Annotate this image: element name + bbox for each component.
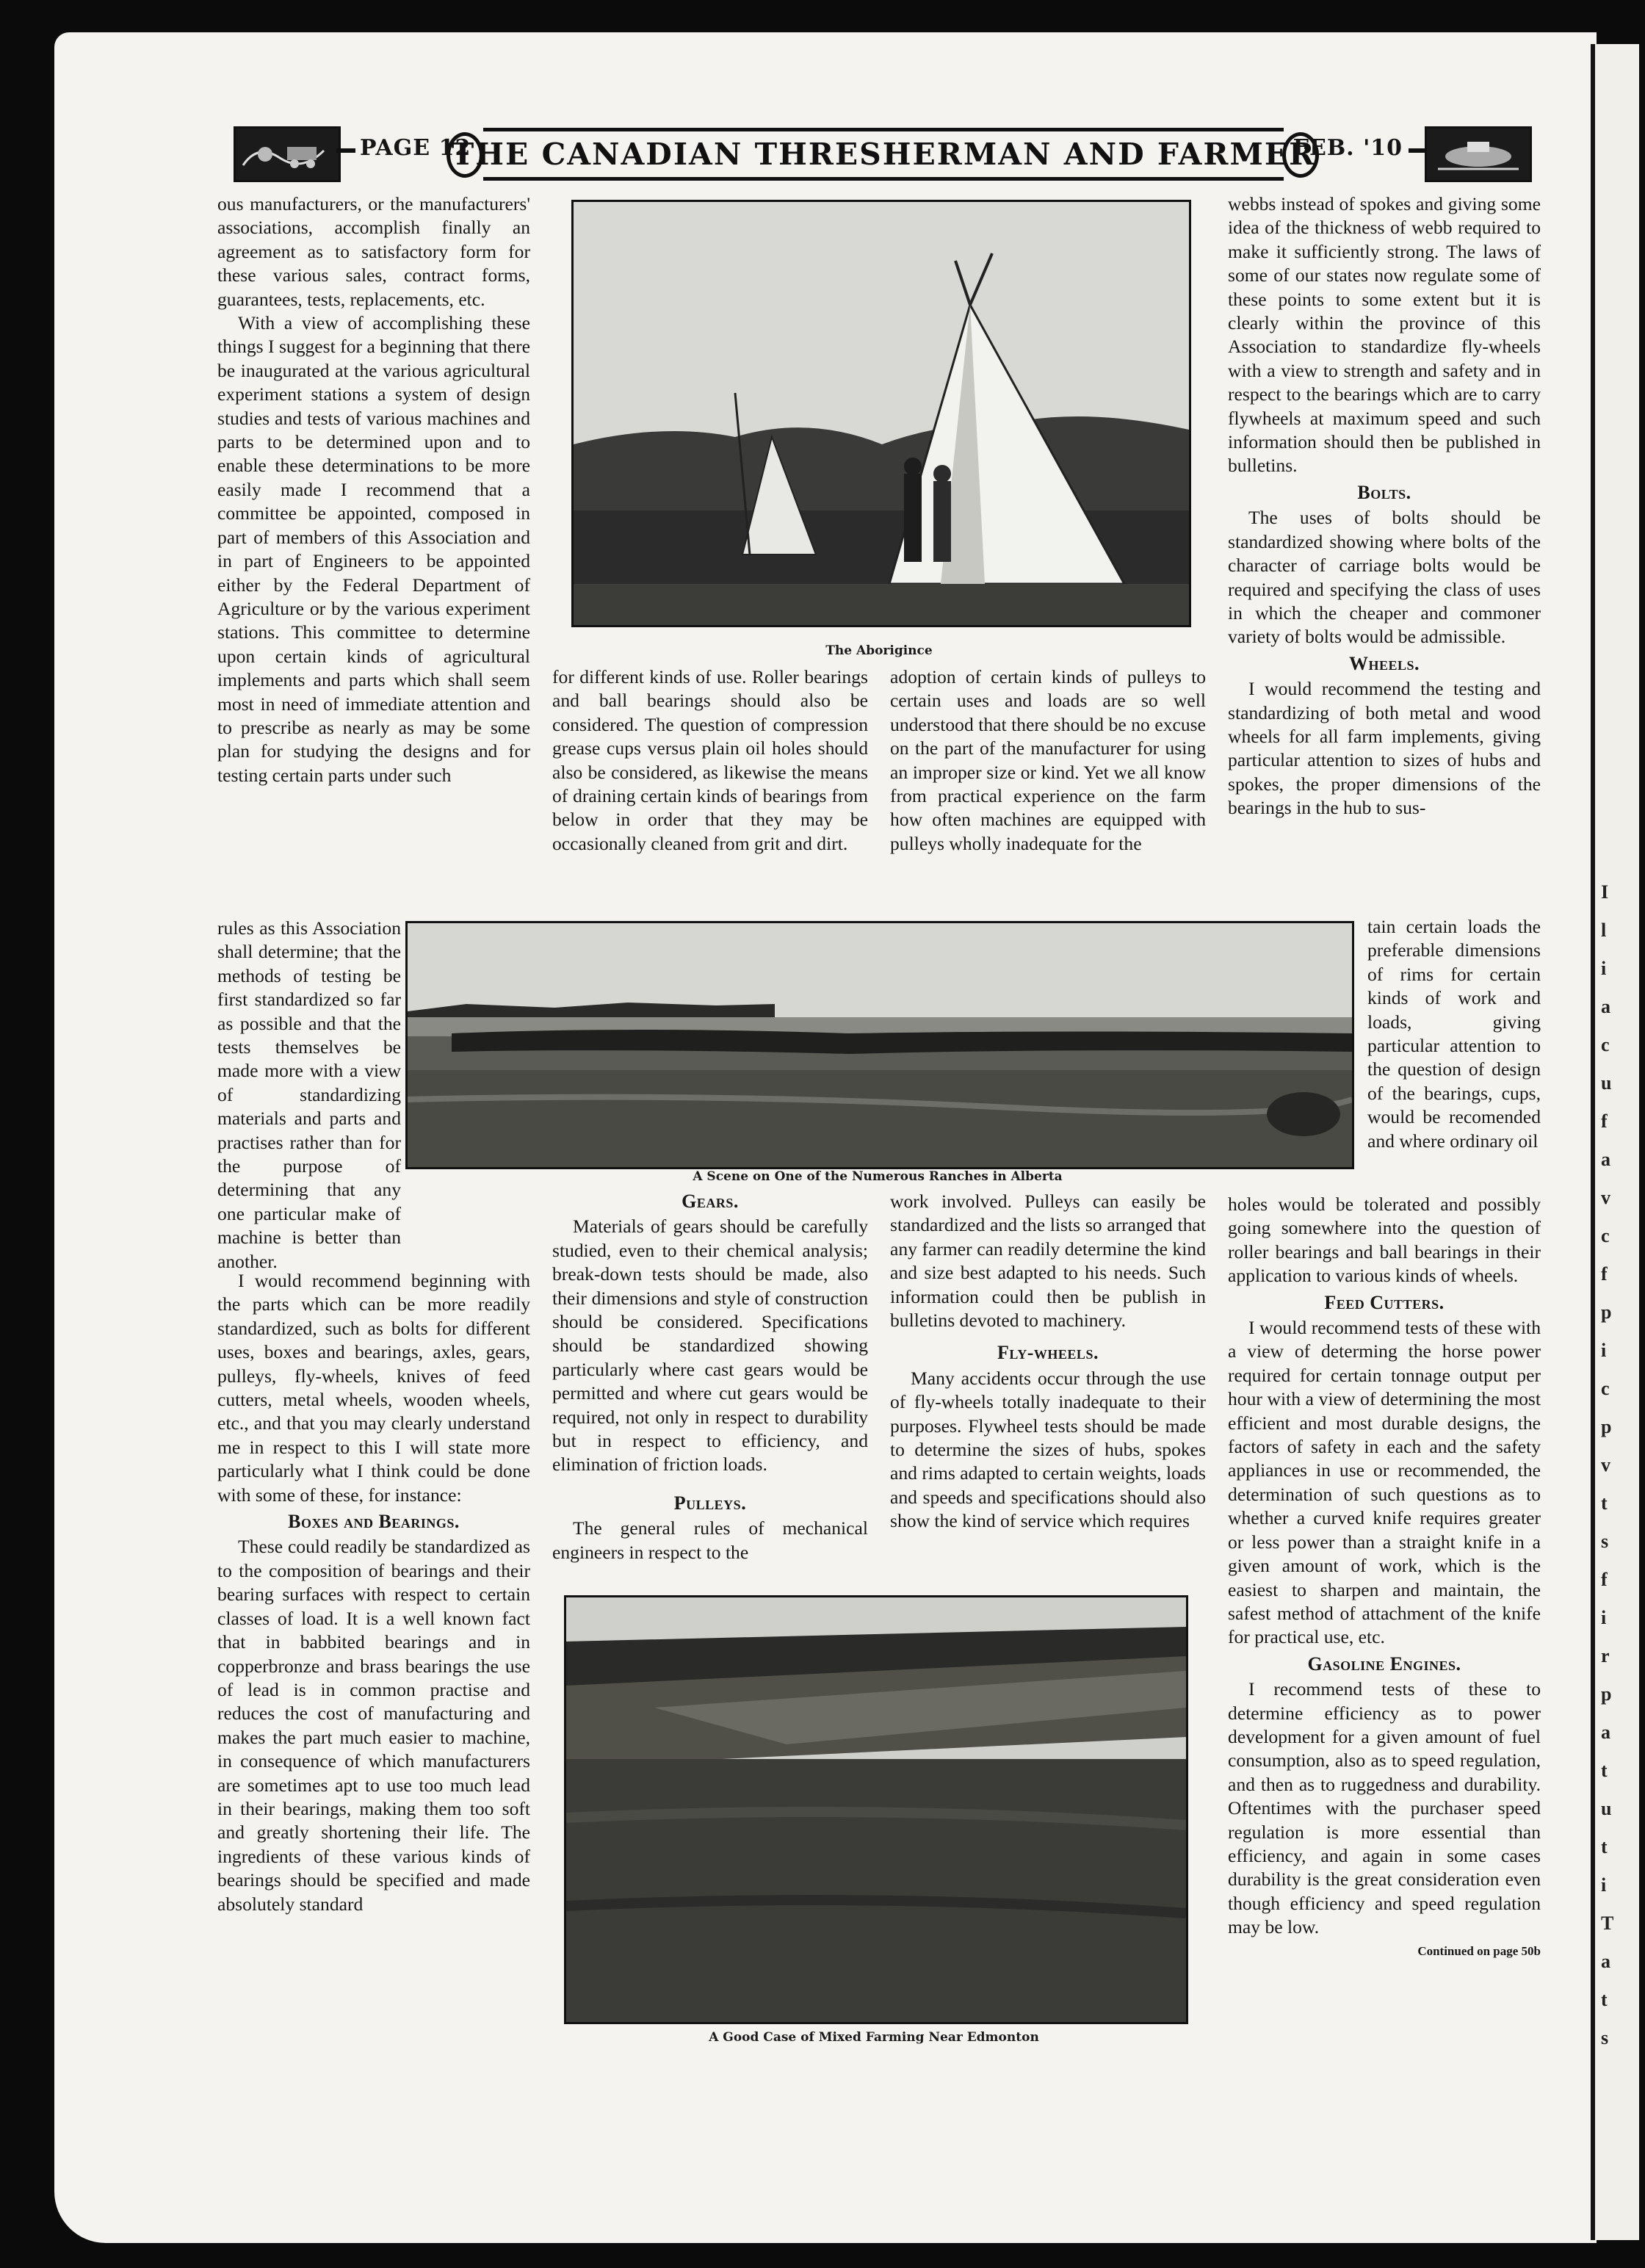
paragraph: The general rules of mechanical engineers in respect to the	[552, 1517, 868, 1563]
edge-letter: c	[1601, 1378, 1610, 1399]
paragraph: I would recommend beginning with the parts which can be more readily standardized, such as bolts for different uses, boxes and bearings, axles, gears, pulleys, fly-wheels, knives of feed cutters, metal wheels, wooden wheels, etc., and that you may clearly understand me in respect to this I will state more particularly what I think could be done with some of these, for instance:	[217, 1270, 530, 1506]
edge-letter: I	[1601, 881, 1609, 903]
edge-letter: a	[1601, 996, 1610, 1017]
edge-letter: p	[1601, 1683, 1612, 1705]
masthead-right-ornament-icon	[1425, 126, 1532, 182]
section-heading: Bolts.	[1357, 481, 1411, 503]
edge-letter: u	[1601, 1072, 1612, 1094]
edge-letter: i	[1601, 1874, 1607, 1896]
photo-mixed-farming	[564, 1595, 1188, 2024]
adjacent-page-edge	[1591, 44, 1639, 2240]
photo-caption: The Aborigince	[825, 643, 933, 658]
edge-letter: a	[1601, 1722, 1610, 1743]
paragraph: With a view of accomplishing these things I suggest for a beginning that there be inaugurated at the various agricultural experiment stations a system of design studies and tests of various machines and parts to be determined upon and to enable these determinations to be more easily made I recommend that a committee be appointed, composed in part of members of this Association and in part of Engineers to be appointed either by the Federal Department of Agriculture or by the various experiment stations. This committee to determine upon certain kinds of agricultural implements and parts which shall seem most in need of immediate attention and to prescribe as nearly as may be some plan for studying the designs and for testing certain parts under such	[217, 312, 530, 786]
paragraph: Materials of gears should be carefully studied, even to their chemical analysis; break-down tests should be made, also their dimensions and style of construction should be considered. Specifications should be standardized showing particularly where cast gears would be permitted and where cut gears would be required, not only in respect to durability but in respect to efficiency, and elimination of friction loads.	[552, 1216, 868, 1476]
masthead-rule	[336, 148, 355, 153]
edge-letter: u	[1601, 1798, 1612, 1819]
paragraph: for different kinds of use. Roller bearings and ball bearings should also be considered. The question of compression grease cups versus plain oil holes should also be considered, as likewise the means of draining certain kinds of bearings from below in order that they may be occasionally cleaned from grit and dirt.	[552, 666, 868, 854]
section-heading: Pulleys.	[673, 1492, 747, 1514]
edge-letter: v	[1601, 1454, 1610, 1476]
column-4-narrow	[1367, 915, 1541, 1153]
masthead-left-ornament-icon	[234, 126, 341, 182]
edge-letter: a	[1601, 1951, 1610, 1972]
edge-letter: f	[1601, 1569, 1608, 1590]
column-3-upper	[890, 665, 1206, 856]
paragraph: I would recommend the testing and standardizing of both metal and wood wheels for all farm implements, giving particular attention to sizes of hubs and spokes, the proper dimensions of the bearings in the hub to sus-	[1228, 678, 1541, 819]
edge-letter: v	[1601, 1187, 1610, 1208]
photo-caption: A Scene on One of the Numerous Ranches in Alberta	[693, 1169, 1063, 1184]
edge-letter: r	[1601, 1645, 1610, 1666]
masthead-title-box	[451, 128, 1316, 181]
paragraph: rules as this Association shall determine; that the methods of testing be first standardized so far as possible and that the tests themselves be made more with a view of standardizing materials and parts and practises rather than for the purpose of determining that any one particular make of machine is better than another.	[217, 917, 401, 1272]
edge-letter: l	[1601, 920, 1607, 941]
paragraph: ous manufacturers, or the manufacturers' associations, accomplish finally an agreement as to satisfactory form for these various sales, contract forms, guarantees, tests, replacements, etc.	[217, 193, 530, 310]
edge-letter: p	[1601, 1416, 1612, 1437]
photo-aborigine-teepees	[571, 200, 1191, 627]
issue-date: FEB. '10	[1292, 135, 1403, 161]
column-2-upper	[552, 665, 868, 856]
paragraph: I recommend tests of these to determine efficiency as to power development for a given amount of fuel consumption, also as to speed regulation, and then as to ruggedness and durability. Oftentimes with the purchaser speed regulation is more essential than efficiency, and again in some cases durability is the great consideration even though efficiency and speed regulation may be low.	[1228, 1678, 1541, 1938]
edge-letter: i	[1601, 1340, 1607, 1361]
paragraph: Many accidents occur through the use of fly-wheels totally inadequate to their purposes. Flywheel tests should be made to determine the sizes of hubs, spokes and rims adapted to certain weights, loads and speeds and specifications should also show the kind of service which requires	[890, 1367, 1206, 1532]
paragraph: tain certain loads the preferable dimensions of rims for certain kinds of work and loads, giving particular attention to the question of design of the bearings, cups, would be recomended and where ordinary oil	[1367, 916, 1541, 1152]
edge-letter: T	[1601, 1913, 1614, 1934]
edge-letter: s	[1601, 2027, 1609, 2048]
edge-letter: t	[1601, 1760, 1608, 1781]
paragraph: holes would be tolerated and possibly going somewhere into the question of roller bearings and ball bearings in their application to various kinds of wheels.	[1228, 1193, 1541, 1287]
section-heading: Gasoline Engines.	[1307, 1653, 1461, 1675]
edge-letter: f	[1601, 1110, 1608, 1132]
continued-notice: Continued on page 50b	[1417, 1943, 1541, 1958]
newspaper-title: THE CANADIAN THRESHERMAN AND FARMER	[451, 137, 1316, 172]
paragraph: work involved. Pulleys can easily be standardized and the lists so arranged that any farmer can readily determine the kind and size best adapted to his needs. Such information could then be publish in bulletins devoted to machinery.	[890, 1191, 1206, 1332]
column-2-lower	[552, 1187, 868, 1564]
section-heading: Fly-wheels.	[997, 1342, 1099, 1364]
photo-alberta-ranch	[405, 921, 1354, 1169]
masthead	[234, 126, 1532, 178]
edge-letter: f	[1601, 1263, 1608, 1285]
paragraph: adoption of certain kinds of pulleys to certain uses and loads are so well understood that there should be no excuse on the part of the manufacturer for using an improper size or kind. Yet we all know from practical experience on the farm how often machines are equipped with pulleys wholly inadequate for the	[890, 666, 1206, 854]
section-heading: Boxes and Bearings.	[288, 1511, 460, 1533]
column-4-lower	[1228, 1193, 1541, 1963]
edge-letter: a	[1601, 1149, 1610, 1170]
paragraph: I would recommend tests of these with a view of determing the horse power required for certain tonnage output per hour with a view of determining the most efficient and most durable designs, the factors of safety in each and the safety appliances in use or recommended, the determination of such questions as to whether a curved knife requires greater or less power than a straight knife in a given amount of work, which is the easiest to sharpen and maintain, the safest method of attachment of the knife for practical use, etc.	[1228, 1317, 1541, 1648]
photo-caption: A Good Case of Mixed Farming Near Edmonton	[709, 2030, 1039, 2045]
edge-letter: c	[1601, 1225, 1610, 1246]
paragraph: webbs instead of spokes and giving some idea of the thickness of webb required to make it sufficiently strong. The laws of some of our states now regulate some of these points to some extent but it is clearly within the province of this Association to standardize fly-wheels with a view to strength and safety and in respect to the bearings which are to carry flywheels at maximum speed and such information should then be published in bulletins.	[1228, 193, 1541, 477]
edge-letter: t	[1601, 1492, 1608, 1514]
edge-letter: p	[1601, 1301, 1612, 1323]
edge-letter: t	[1601, 1836, 1608, 1857]
edge-letter: i	[1601, 958, 1607, 979]
section-heading: Gears.	[682, 1191, 739, 1212]
column-1	[217, 192, 530, 787]
column-3-lower	[890, 1190, 1206, 1534]
section-heading: Wheels.	[1348, 652, 1420, 674]
column-1-narrow	[217, 917, 401, 1274]
edge-letter: i	[1601, 1607, 1607, 1628]
column-1-lower	[217, 1269, 530, 1916]
page-number: PAGE 12	[360, 135, 471, 161]
column-4	[1228, 192, 1541, 820]
edge-letter: s	[1601, 1531, 1609, 1552]
paragraph: These could readily be standardized as to the composition of bearings and their bearing surfaces with respect to certain classes of load. It is a well known fact that in babbited bearings and in copperbronze and brass bearings the use of lead is in common practise and reduces the cost of manufacturing and makes the part much easier to machine, in consequence of which manufacturers are sometimes apt to use too much lead in their bearings, making them too soft and greatly shortening their life. The ingredients of these various kinds of bearings should be specified and made absolutely standard	[217, 1536, 530, 1915]
edge-letter: t	[1601, 1989, 1608, 2010]
edge-letter: c	[1601, 1034, 1610, 1055]
paragraph: The uses of bolts should be standardized showing where bolts of the character of carriage bolts would be required and specifying the class of uses in which the cheaper and commoner variety of bolts would be admissible.	[1228, 507, 1541, 648]
section-heading: Feed Cutters.	[1324, 1291, 1445, 1313]
